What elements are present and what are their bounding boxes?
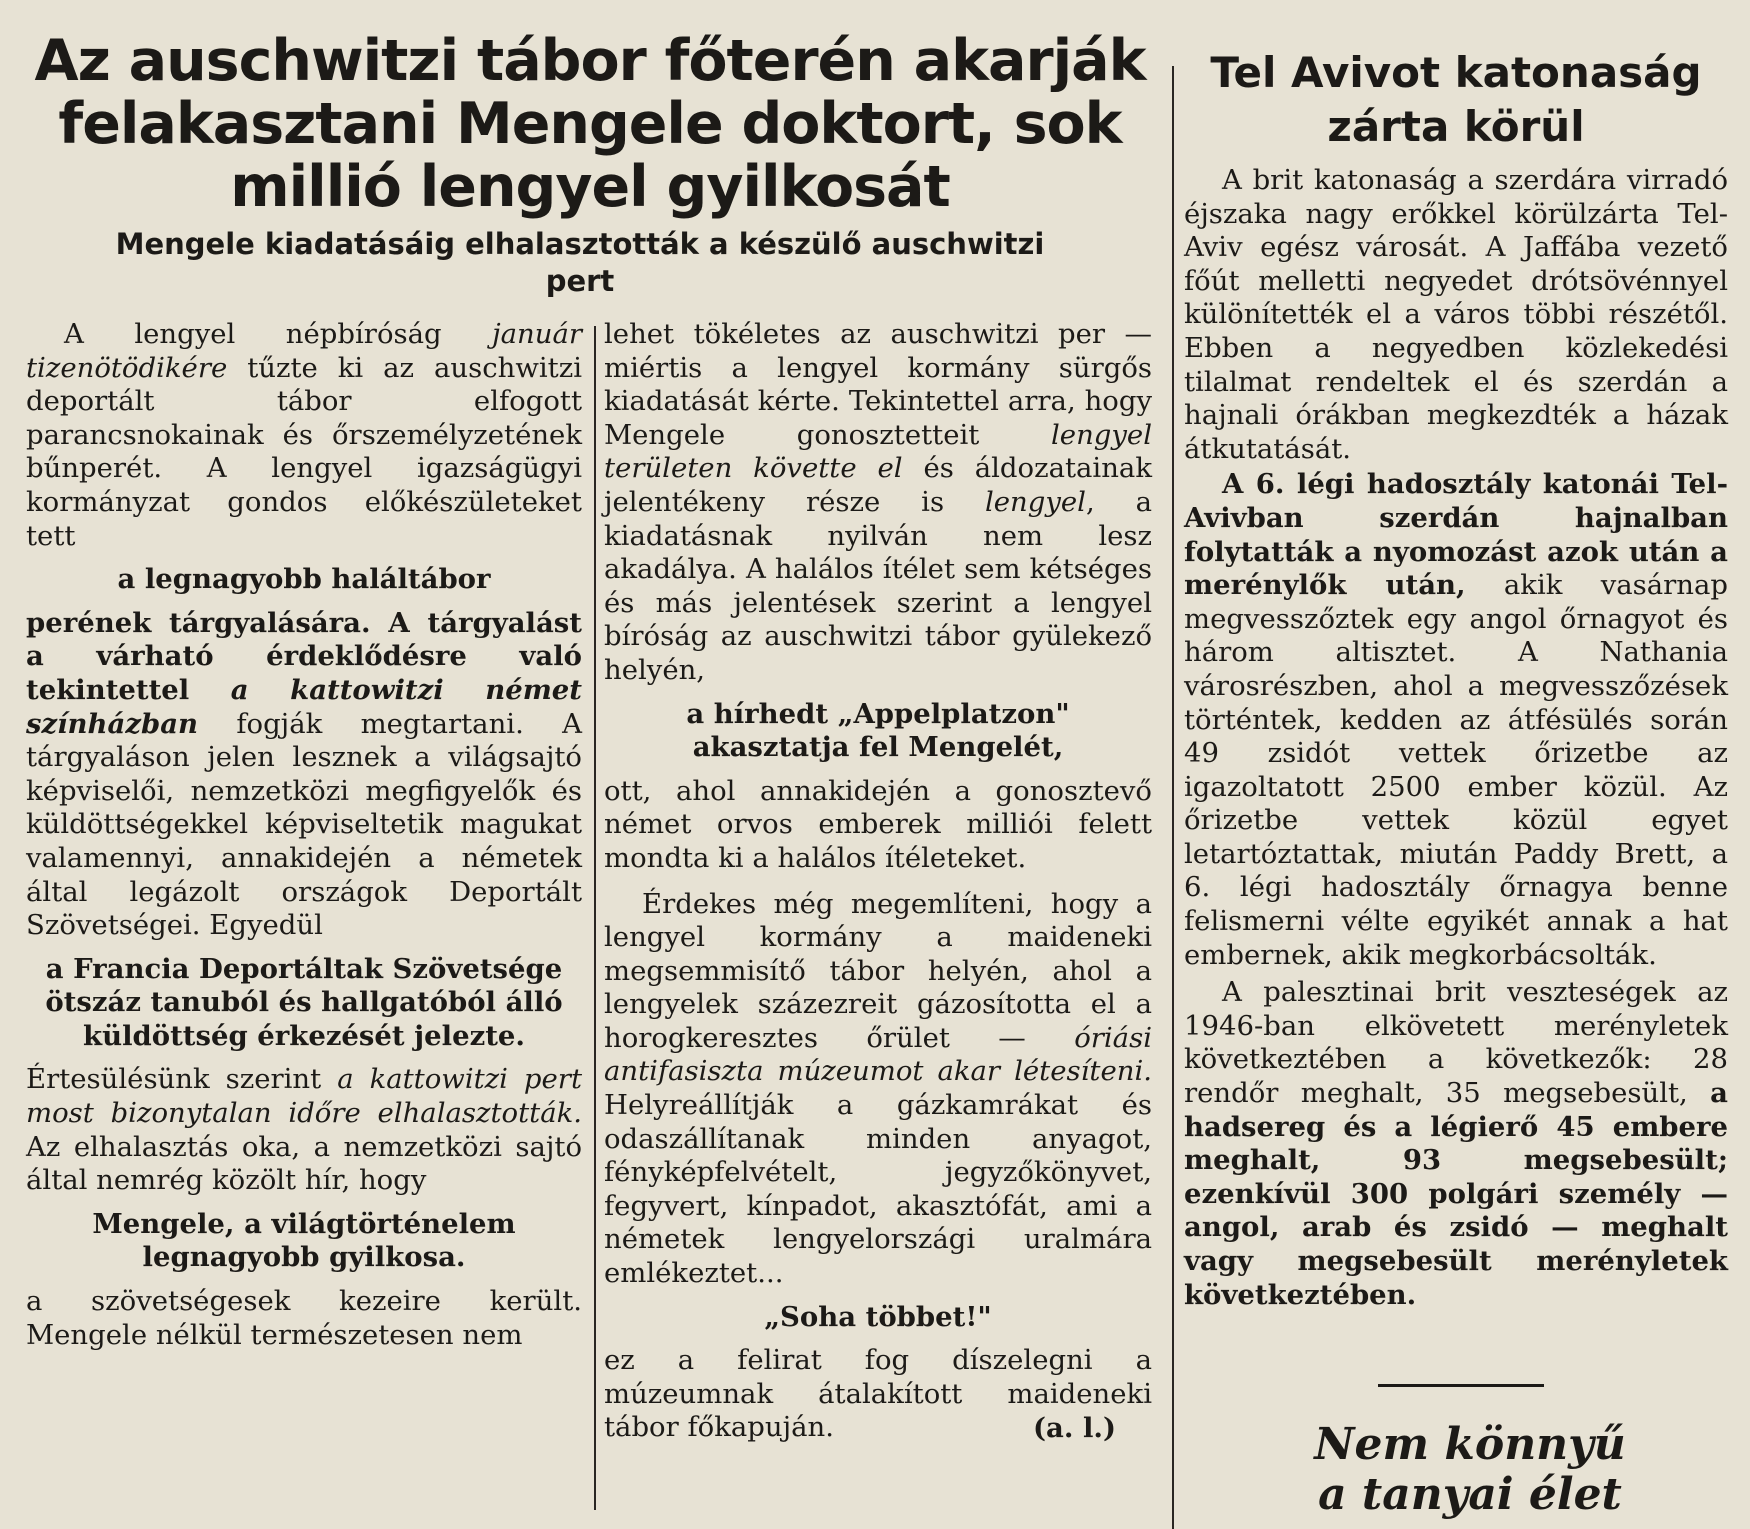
paragraph: A palesztinai brit veszteségek az 1946-ban elkövetett merényletek következtében a következők: 28 rendőr meghalt, 35 megsebesült, a hadsereg és a légierő 45 embere meghalt, 93 megsebesült; ezenkívül 300 polgári személy — angol, arab és zsidó — meghalt vagy megsebesült merényletek következtében. xyxy=(1184,976,1728,1311)
next-article-teaser: Nem könnyű a tanyai élet xyxy=(1314,1419,1626,1520)
paragraph: ott, ahol annakidején a gonosztevő német orvos emberek milliói felett mondta ki a halálos ítéleteket. xyxy=(604,774,1152,874)
author-signature: (a. l.) xyxy=(1032,1412,1116,1444)
paragraph: Értesülésünk szerint a kattowitzi pert most bizonytalan időre elhalasztották. Az elhalasztás oka, a nemzetközi sajtó által nemrég közölt hír, hogy xyxy=(26,1063,583,1197)
column-divider xyxy=(594,326,596,1510)
crosshead: „Soha többet!" xyxy=(764,1300,992,1333)
paragraph: Érdekes még megemlíteni, hogy a lengyel kormány a maideneki megsemmisítő tábor helyén, ahol a lengyelek százezreit gázosította el a horogkeresztes őrület — óriási antifasiszta múzeumot akar létesíteni. Helyreállítják a gázkamrákat és odaszállítanak minden anyagot, fényképfelvételt, jegyzőkönyvet, fegyvert, kínpadot, akasztófát, ami a németek lengyelországi uralmára emlékeztet... xyxy=(604,887,1152,1290)
main-headline: Az auschwitzi tábor főterén akarják felakasztani Mengele doktort, sok millió lengyel gyilkosát xyxy=(34,28,1146,220)
main-article-column-1 xyxy=(26,318,582,1352)
crosshead: a legnagyobb haláltábor xyxy=(117,563,491,596)
crosshead: Mengele, a világtörténelem legnagyobb gyilkosa. xyxy=(92,1207,516,1274)
paragraph: lehet tökéletes az auschwitzi per — miértis a lengyel kormány sürgős kiadatását kérte. Tekintettel arra, hogy Mengele gonosztetteit lengyel területen követte el és áldozatainak jelentékeny része is lengyel, a kiadatásnak nyilván nem lesz akadálya. A halálos ítélet sem kétséges és más jelentések szerint a lengyel bíróság az auschwitzi tábor gyülekező helyén, xyxy=(604,318,1152,686)
paragraph: A 6. légi hadosztály katonái Tel-Avivban szerdán hajnalban folytatták a nyomozást azok után a merénylők után, akik vasárnap megvesszőztek egy angol őrnagyot és három altisztet. A Nathania városrészben, ahol a megvesszőzések történtek, kedden az átfésülés során 49 zsidót vettek őrizetbe az igazoltatott 2500 ember közül. Az őrizetbe vettek közül egyet letartóztattak, miután Paddy Brett, a 6. légi hadosztály őrnagya benne felismerni vélte egyikét annak a hat embernek, akik megkorbácsolták. xyxy=(1184,468,1728,971)
main-article-column-2 xyxy=(604,318,1152,1446)
column-divider xyxy=(1172,66,1174,1529)
paragraph: ez a felirat fog díszelegni a múzeumnak átalakított maideneki tábor főkapuján. (a. l.) xyxy=(604,1344,1152,1444)
paragraph: a szövetségesek kezeire került. Mengele nélkül természetesen nem xyxy=(26,1285,582,1351)
article-separator xyxy=(1378,1384,1544,1387)
crosshead: a hírhedt „Appelplatzon" akasztatja fel Mengelét, xyxy=(686,697,1070,764)
side-article-title: Tel Avivot katonaság zárta körül xyxy=(1210,48,1702,151)
paragraph: A lengyel népbíróság január tizenötödikére tűzte ki az auschwitzi deportált tábor elfogott parancsnokainak és őrszemélyzetének bűnperét. A lengyel igazságügyi kormányzat gondos előkészületeket tett xyxy=(26,318,582,552)
crosshead: a Francia Deportáltak Szövetsége ötszáz tanuból és hallgatóból álló küldöttség érkezését jelezte. xyxy=(45,952,563,1052)
paragraph: A brit katonaság a szerdára virradó éjszaka nagy erőkkel körülzárta Tel-Aviv egész városát. A Jaffába vezető főút melletti negyedet drótsövénnyel különítették el a város többi részétől. Ebben a negyedben közlekedési tilalmat rendeltek el és szerdán a hajnali órákban megkezdték a házak átkutatását. xyxy=(1184,164,1728,465)
main-subheadline: Mengele kiadatásáig elhalasztották a készülő auschwitzi pert xyxy=(115,227,1045,298)
side-article-body xyxy=(1184,164,1728,1312)
paragraph: perének tárgyalására. A tárgyalást a várható érdeklődésre való tekintettel a kattowitzi német színházban fogják megtartani. A tárgyaláson jelen lesznek a világsajtó képviselői, nemzetközi megfigyelők és küldöttségekkel képviseltetik magukat valamennyi, annakidején a németek által legázolt országok Deportált Szövetségei. Egyedül xyxy=(26,606,582,942)
